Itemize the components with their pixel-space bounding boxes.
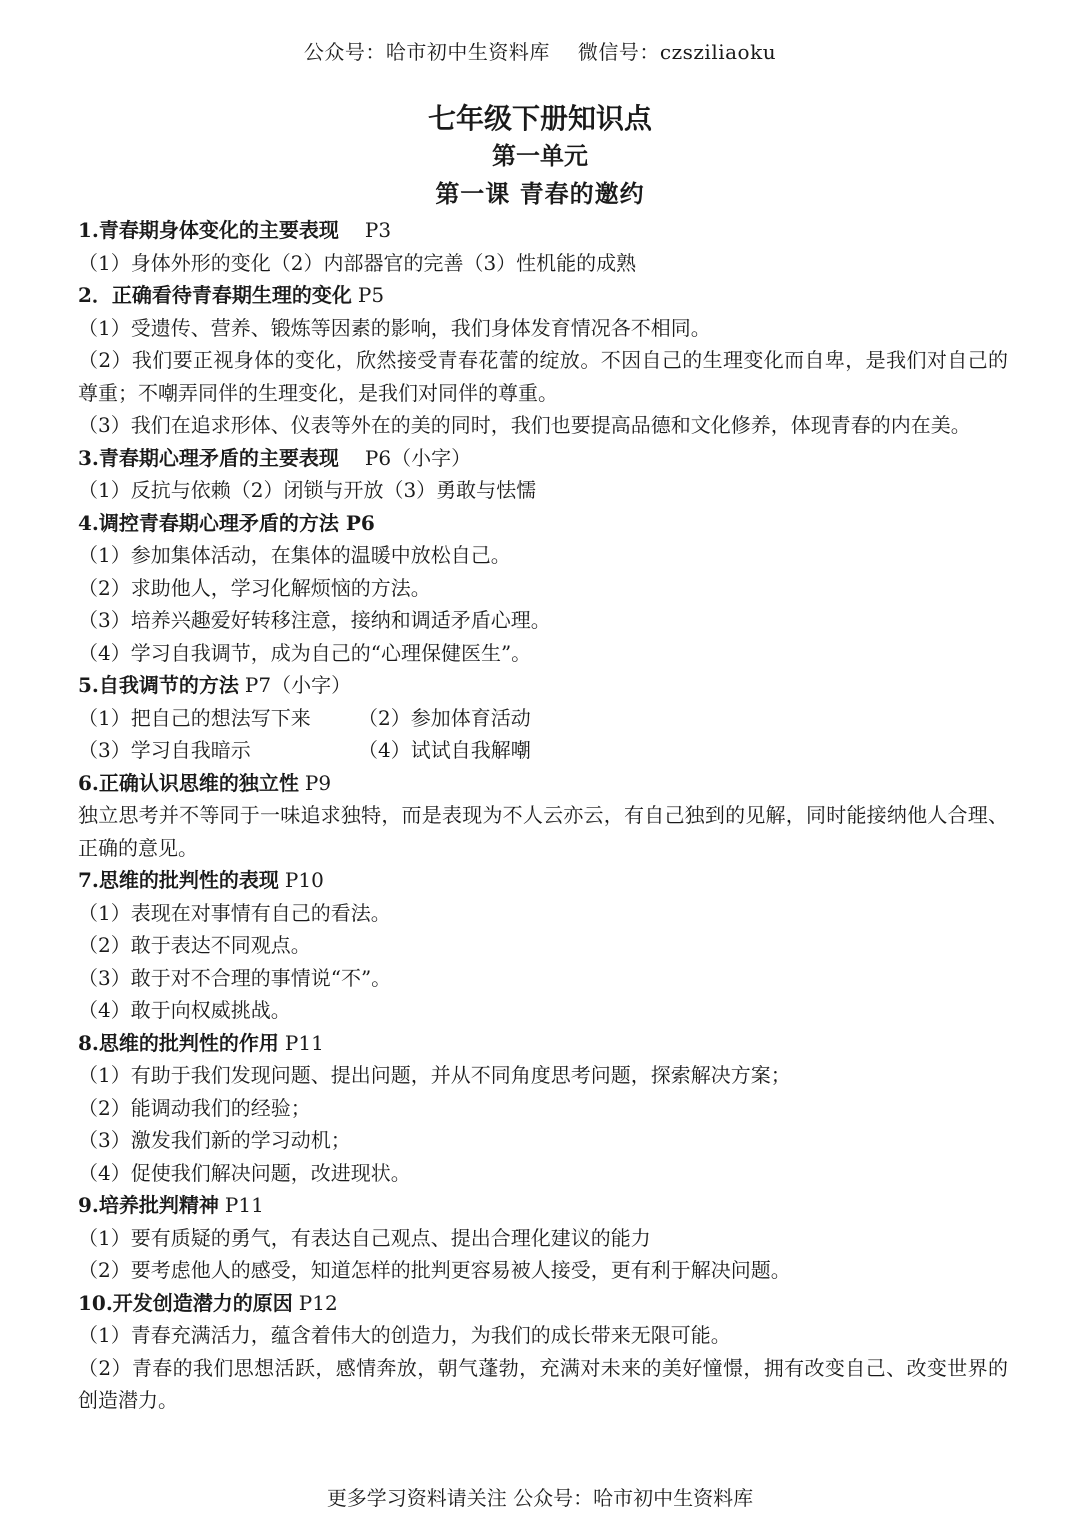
- list-item: （1）身体外形的变化（2）内部器官的完善（3）性机能的成熟: [78, 250, 637, 275]
- list-item: （2）能调动我们的经验；: [78, 1095, 311, 1120]
- lesson-title: 第一课 青春的邀约: [435, 179, 645, 208]
- section-6: [78, 767, 1008, 865]
- list-item: （3）我们在追求形体、仪表等外在的美的同时，我们也要提高品德和文化修养，体现青春的内在美。: [78, 413, 971, 437]
- list-item: （2）求助他人，学习化解烦恼的方法。: [78, 575, 431, 600]
- list-item: （1）反抗与依赖（2）闭锁与开放（3）勇敢与怯懦: [78, 478, 537, 502]
- title-block: [0, 100, 1080, 214]
- document-title: 七年级下册知识点: [427, 102, 652, 135]
- list-item: （4）试试自我解嘲: [358, 738, 531, 762]
- section-title: 6.正确认识思维的独立性 P9: [78, 770, 332, 795]
- section-title: 9.培养批判精神 P11: [78, 1193, 264, 1217]
- section-5: [78, 669, 1008, 767]
- page-ref: P12: [298, 1290, 338, 1315]
- list-item: （2）参加体育活动: [358, 705, 531, 730]
- section-2: [78, 279, 1008, 442]
- section-8: [78, 1027, 1008, 1190]
- wechat-id-label: 微信号：czsziliaoku: [577, 40, 777, 64]
- section-title: 1.青春期身体变化的主要表现 P3: [78, 218, 392, 242]
- page-ref: P7（小字）: [244, 673, 352, 697]
- list-item: （1）青春充满活力，蕴含着伟大的创造力，为我们的成长带来无限可能。: [78, 1323, 731, 1347]
- page-ref: P6（小字）: [364, 445, 472, 470]
- list-item: （4）学习自我调节，成为自己的“心理保健医生”。: [78, 640, 532, 665]
- list-item: （1）把自己的想法写下来: [78, 705, 311, 730]
- list-item: （3）学习自我暗示: [78, 738, 251, 762]
- page-ref: P9: [304, 770, 332, 795]
- list-item: （1）参加集体活动，在集体的温暖中放松自己。: [78, 543, 511, 567]
- section-1: [78, 214, 1008, 279]
- page-header: [0, 36, 1080, 65]
- list-item: （1）表现在对事情有自己的看法。: [78, 900, 391, 925]
- page-ref: P11: [224, 1193, 264, 1217]
- unit-title: 第一单元: [492, 141, 588, 170]
- section-title: 8.思维的批判性的作用 P11: [78, 1030, 324, 1055]
- page-ref: P5: [357, 283, 385, 307]
- list-item: （4）敢于向权威挑战。: [78, 998, 291, 1022]
- list-item: （1）要有质疑的勇气，有表达自己观点、提出合理化建议的能力: [78, 1225, 651, 1250]
- list-item: （2）青春的我们思想活跃，感情奔放，朝气蓬勃，充满对未来的美好憧憬，拥有改变自己、改变世界的创造潜力。: [78, 1355, 1008, 1412]
- document-body: [78, 214, 1008, 1417]
- list-item: （3）培养兴趣爱好转移注意，接纳和调适矛盾心理。: [78, 608, 551, 632]
- list-item: （3）敢于对不合理的事情说“不”。: [78, 965, 392, 990]
- section-9: [78, 1189, 1008, 1287]
- section-title: 5.自我调节的方法 P7（小字）: [78, 673, 352, 697]
- section-title: 7.思维的批判性的表现 P10: [78, 868, 324, 892]
- section-10: [78, 1287, 1008, 1417]
- list-item: （3）激发我们新的学习动机；: [78, 1128, 351, 1152]
- list-row: [78, 734, 1008, 767]
- section-title: 2．正确看待青春期生理的变化 P5: [78, 283, 385, 307]
- section-4: [78, 507, 1008, 670]
- page-footer: 更多学习资料请关注 公众号：哈市初中生资料库: [326, 1486, 754, 1510]
- section-title: 10.开发创造潜力的原因 P12: [78, 1290, 338, 1315]
- page-ref: P11: [284, 1030, 324, 1055]
- section-title: 4.调控青春期心理矛盾的方法 P6: [78, 510, 375, 535]
- page-ref: P3: [364, 218, 392, 242]
- list-row: [78, 702, 1008, 735]
- list-item: （1）有助于我们发现问题、提出问题，并从不同角度思考问题，探索解决方案；: [78, 1063, 791, 1087]
- list-item: （2）我们要正视身体的变化，欣然接受青春花蕾的绽放。不因自己的生理变化而自卑，是我们对自己的尊重；不嘲弄同伴的生理变化，是我们对同伴的尊重。: [78, 348, 1008, 405]
- section-title: 3.青春期心理矛盾的主要表现 P6（小字）: [78, 445, 472, 470]
- paragraph: 独立思考并不等同于一味追求独特，而是表现为不人云亦云，有自己独到的见解，同时能接纳他人合理、正确的意见。: [78, 803, 1008, 860]
- list-item: （1）受遗传、营养、锻炼等因素的影响，我们身体发育情况各不相同。: [78, 315, 711, 340]
- section-3: [78, 442, 1008, 507]
- page-ref: P10: [284, 868, 324, 892]
- public-account-label: 公众号：哈市初中生资料库: [303, 40, 550, 64]
- section-7: [78, 864, 1008, 1027]
- list-item: （2）要考虑他人的感受，知道怎样的批判更容易被人接受，更有利于解决问题。: [78, 1258, 791, 1282]
- list-item: （2）敢于表达不同观点。: [78, 933, 311, 957]
- list-item: （4）促使我们解决问题，改进现状。: [78, 1160, 411, 1185]
